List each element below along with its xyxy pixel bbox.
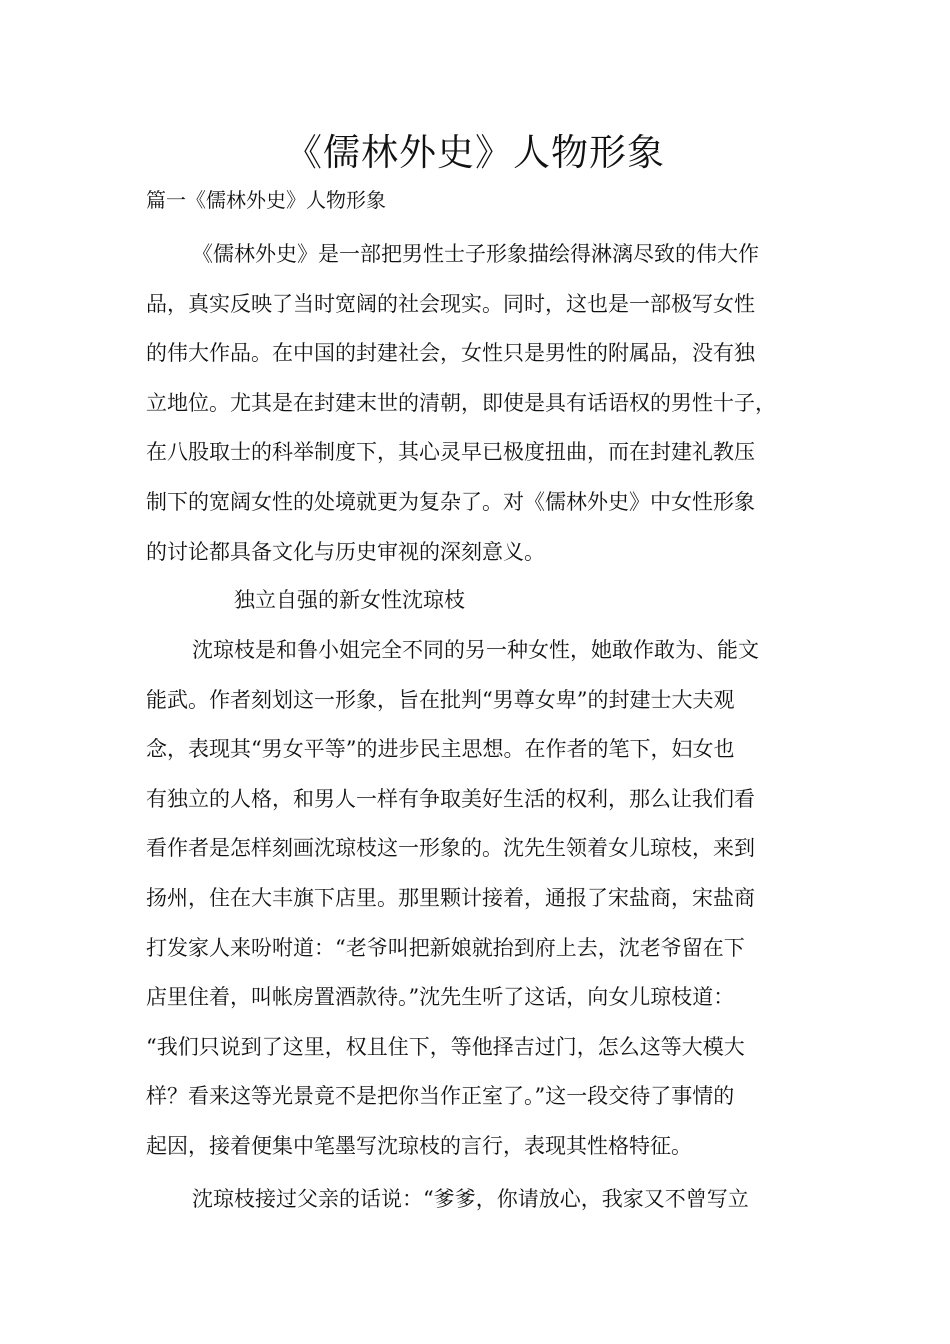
intro-paragraph	[146, 230, 810, 577]
paragraph-line: “我们只说到了这里，权且住下，等他择吉过门，怎么这等大模大	[146, 1034, 745, 1059]
paragraph-line: 《儒林外史》是一部把男性士子形象描绘得淋漓尽致的伟大作	[192, 242, 759, 266]
section-heading: 独立自强的新女性沈琼枝	[234, 588, 465, 612]
paragraph-line: 念，表现其“男女平等”的进步民主思想。在作者的笔下，妇女也	[146, 737, 735, 762]
paragraph-line: 的伟大作品。在中国的封建社会，女性只是男性的附属品，没有独	[146, 341, 755, 366]
paragraph-line: 沈琼枝是和鲁小姐完全不同的另一种女性，她敢作敢为、能文	[192, 638, 759, 662]
paragraph-line: 店里住着，叫帐房置酒款待。”沈先生听了这话，向女儿琼枝道：	[146, 985, 735, 1010]
paragraph-line: 能武。作者刻划这一形象，旨在批判“男尊女卑”的封建士大夫观	[146, 687, 735, 712]
paragraph-line: 起因，接着便集中笔墨写沈琼枝的言行，表现其性格特征。	[146, 1133, 692, 1158]
paragraph-line: 在八股取士的科举制度下，其心灵早已极度扭曲，而在封建礼教压	[146, 440, 755, 465]
paragraph-line: 沈琼枝接过父亲的话说：“爹爹，你请放心，我家又不曾写立	[192, 1187, 749, 1211]
paragraph-line: 看作者是怎样刻画沈琼枝这一形象的。沈先生领着女儿琼枝，来到	[146, 836, 755, 861]
continuation-paragraph	[146, 1175, 810, 1225]
paragraph-line: 有独立的人格，和男人一样有争取美好生活的权利，那么让我们看	[146, 786, 755, 811]
shen-qiongzhi-paragraph	[146, 626, 810, 1172]
paragraph-line: 样？看来这等光景竟不是把你当作正室了。”这一段交待了事情的	[146, 1084, 735, 1109]
paragraph-line: 立地位。尤其是在封建末世的清朝，即使是具有话语权的男性十子，	[146, 390, 776, 415]
document-subheading: 篇一《儒林外史》人物形象	[146, 188, 386, 212]
paragraph-line: 扬州，住在大丰旗下店里。那里颗计接着，通报了宋盐商，宋盐商	[146, 885, 755, 910]
paragraph-line: 的讨论都具备文化与历史审视的深刻意义。	[146, 539, 545, 564]
paragraph-line: 打发家人来吩咐道：“老爷叫把新娘就抬到府上去，沈老爷留在下	[146, 935, 745, 960]
paragraph-line: 品，真实反映了当时宽阔的社会现实。同时，这也是一部极写女性	[146, 291, 755, 316]
document-title: 《儒林外史》人物形象	[285, 131, 665, 174]
paragraph-line: 制下的宽阔女性的处境就更为复杂了。对《儒林外史》中女性形象	[146, 489, 755, 514]
